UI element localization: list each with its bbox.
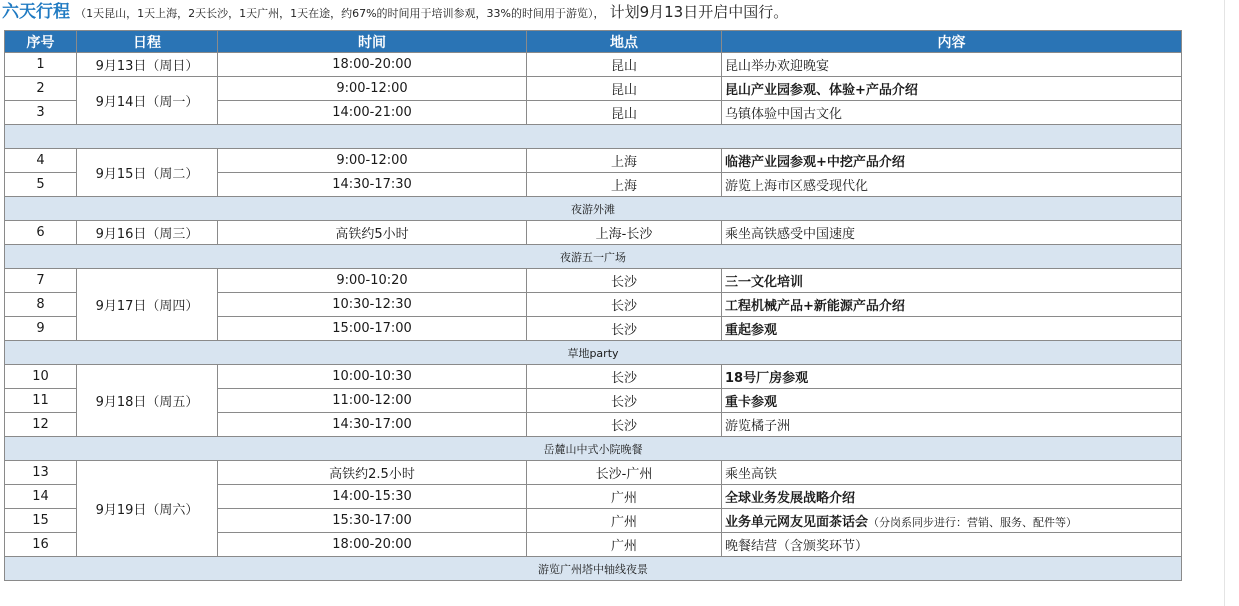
row-time: 9:00-12:00: [218, 149, 527, 173]
row-no: 2: [5, 77, 77, 101]
row-content: 三一文化培训: [722, 269, 1182, 293]
col-header-place: 地点: [527, 31, 722, 53]
row-time: 10:30-12:30: [218, 293, 527, 317]
row-content: 全球业务发展战略介绍: [722, 485, 1182, 509]
row-time: 14:00-15:30: [218, 485, 527, 509]
table-row: [5, 269, 1182, 293]
row-place: 昆山: [527, 101, 722, 125]
table-row: [5, 365, 1182, 389]
row-no: 8: [5, 293, 77, 317]
title-main: 六天行程: [2, 2, 70, 22]
band-row: [5, 245, 1182, 269]
row-place: 长沙: [527, 317, 722, 341]
row-place: 长沙: [527, 365, 722, 389]
row-time: 高铁约2.5小时: [218, 461, 527, 485]
date-cell: 9月13日（周日）: [77, 53, 218, 77]
band-text: [5, 125, 1182, 149]
col-header-date: 日程: [77, 31, 218, 53]
row-content: 重卡参观: [722, 389, 1182, 413]
row-no: 5: [5, 173, 77, 197]
band-text: 夜游外滩: [5, 197, 1182, 221]
row-content: [722, 509, 1182, 533]
row-no: 6: [5, 221, 77, 245]
band-text: 草地party: [5, 341, 1182, 365]
row-no: 4: [5, 149, 77, 173]
row-content: 游览上海市区感受现代化: [722, 173, 1182, 197]
row-no: 1: [5, 53, 77, 77]
row-no: 16: [5, 533, 77, 557]
row-time: 18:00-20:00: [218, 533, 527, 557]
date-cell: 9月15日（周二）: [77, 149, 218, 197]
row-content: 临港产业园参观+中挖产品介绍: [722, 149, 1182, 173]
row-place: 上海: [527, 149, 722, 173]
row-no: 3: [5, 101, 77, 125]
date-cell: 9月16日（周三）: [77, 221, 218, 245]
band-text: 岳麓山中式小院晚餐: [5, 437, 1182, 461]
row-time: 14:30-17:00: [218, 413, 527, 437]
row-place: 长沙: [527, 413, 722, 437]
date-cell: 9月18日（周五）: [77, 365, 218, 437]
row-content: 晚餐结营（含颁奖环节）: [722, 533, 1182, 557]
band-row: [5, 125, 1182, 149]
row-place: 长沙: [527, 293, 722, 317]
row-no: 15: [5, 509, 77, 533]
row-time: 14:00-21:00: [218, 101, 527, 125]
band-row: [5, 437, 1182, 461]
band-row: [5, 341, 1182, 365]
row-time: 9:00-10:20: [218, 269, 527, 293]
row-no: 13: [5, 461, 77, 485]
table-row: [5, 149, 1182, 173]
row-place: 长沙-广州: [527, 461, 722, 485]
date-cell: 9月14日（周一）: [77, 77, 218, 125]
table-row: [5, 77, 1182, 101]
row-content: 游览橘子洲: [722, 413, 1182, 437]
row-content: 重起参观: [722, 317, 1182, 341]
row-time: 15:30-17:00: [218, 509, 527, 533]
row-no: 10: [5, 365, 77, 389]
row-place: 广州: [527, 509, 722, 533]
row-time: 10:00-10:30: [218, 365, 527, 389]
content-main: 业务单元网友见面茶话会: [725, 515, 869, 530]
row-place: 长沙: [527, 389, 722, 413]
row-time: 9:00-12:00: [218, 77, 527, 101]
title-note: （1天昆山，1天上海，2天长沙，1天广州，1天在途，约67%的时间用于培训参观，33%的时间用于游览），: [75, 7, 605, 20]
row-no: 7: [5, 269, 77, 293]
row-place: 上海-长沙: [527, 221, 722, 245]
band-text: 夜游五一广场: [5, 245, 1182, 269]
row-no: 9: [5, 317, 77, 341]
row-time: 高铁约5小时: [218, 221, 527, 245]
row-no: 12: [5, 413, 77, 437]
row-no: 11: [5, 389, 77, 413]
schedule-table: [4, 30, 1182, 581]
table-header-row: [5, 31, 1182, 53]
row-time: 18:00-20:00: [218, 53, 527, 77]
row-content: 乘坐高铁感受中国速度: [722, 221, 1182, 245]
row-content: 乘坐高铁: [722, 461, 1182, 485]
row-place: 长沙: [527, 269, 722, 293]
row-content: 乌镇体验中国古文化: [722, 101, 1182, 125]
col-header-time: 时间: [218, 31, 527, 53]
row-place: 昆山: [527, 53, 722, 77]
row-content: 昆山举办欢迎晚宴: [722, 53, 1182, 77]
row-content: 昆山产业园参观、体验+产品介绍: [722, 77, 1182, 101]
date-cell: 9月17日（周四）: [77, 269, 218, 341]
table-row: [5, 221, 1182, 245]
page-title: [2, 0, 788, 30]
band-text: 游览广州塔中轴线夜景: [5, 557, 1182, 581]
row-content: 18号厂房参观: [722, 365, 1182, 389]
date-cell: 9月19日（周六）: [77, 461, 218, 557]
col-header-content: 内容: [722, 31, 1182, 53]
row-place: 广州: [527, 533, 722, 557]
row-content: 工程机械产品+新能源产品介绍: [722, 293, 1182, 317]
window-edge-divider: [1224, 0, 1225, 606]
table-row: [5, 53, 1182, 77]
row-no: 14: [5, 485, 77, 509]
table-row: [5, 461, 1182, 485]
content-note: （分岗系同步进行：营销、服务、配件等）: [868, 516, 1078, 529]
band-row: [5, 197, 1182, 221]
row-place: 上海: [527, 173, 722, 197]
row-place: 昆山: [527, 77, 722, 101]
row-time: 15:00-17:00: [218, 317, 527, 341]
row-time: 11:00-12:00: [218, 389, 527, 413]
title-tail: 计划9月13日开启中国行。: [609, 3, 789, 21]
col-header-no: 序号: [5, 31, 77, 53]
row-place: 广州: [527, 485, 722, 509]
row-time: 14:30-17:30: [218, 173, 527, 197]
band-row: [5, 557, 1182, 581]
